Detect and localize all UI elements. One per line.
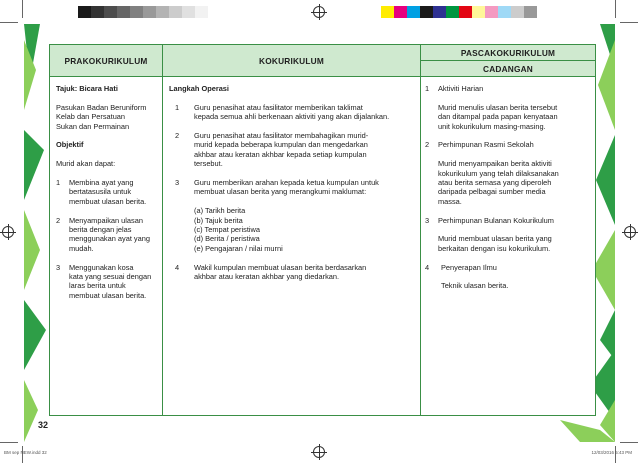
suggestion-title: Perhimpunan Bulanan Kokurikulum: [438, 215, 554, 225]
step-number: 3: [175, 178, 180, 188]
lesson-plan-table: [49, 44, 596, 416]
column-prakokurikulum: [50, 77, 163, 415]
suggestion-line: massa.: [438, 196, 462, 206]
suggestion-item: [425, 140, 589, 149]
header-kokurikulum: KOKURIKULUM: [163, 45, 421, 77]
item-number: 2: [56, 215, 61, 225]
info-item: (a) Tarikh berita: [194, 206, 246, 216]
item-line: membuat ulasan berita.: [69, 290, 147, 300]
item-line: menggunakan ayat yang: [69, 234, 150, 244]
step-line: kepada semua ahli berkenaan aktiviti yang akan dijalankan.: [194, 112, 390, 122]
step-line: akhbar atau keratan akhbar yang diedarkan.: [194, 272, 340, 282]
suggestion-line: Teknik ulasan berita.: [441, 281, 509, 291]
item-line: kata yang sesuai dengan: [69, 272, 152, 282]
suggestion-line: dan ditampal pada papan kenyataan: [438, 112, 558, 122]
item-line: Menyampaikan ulasan: [69, 215, 143, 225]
step-number: 2: [175, 131, 180, 140]
suggestion-title: Penyerapan Ilmu: [441, 262, 497, 272]
item-line: membuat ulasan berita.: [69, 196, 147, 206]
step-line: Guru penasihat atau fasilitator membahagikan murid-: [194, 131, 369, 140]
step-line: Guru penasihat atau fasilitator memberikan taklimat: [194, 102, 363, 112]
step-line: akhbar atau keratan akhbar kepada setiap kumpulan: [194, 149, 367, 159]
info-item: (b) Tajuk berita: [194, 215, 243, 225]
header-pascakokurikulum-group: [421, 45, 595, 77]
item-line: Membina ayat yang: [69, 178, 134, 187]
suggestion-line: Murid menyampaikan berita aktiviti: [438, 159, 552, 169]
item-line: mudah.: [69, 243, 94, 253]
suggestion-number: 1: [425, 84, 430, 93]
objective-item: [56, 216, 156, 225]
column-kokurikulum: [163, 77, 421, 415]
objective-item: [56, 178, 156, 187]
item-line: Menggunakan kosa: [69, 262, 134, 272]
header-pascakokurikulum: PASCAKOKURIKULUM: [421, 45, 595, 61]
info-item: (c) Tempat peristiwa: [194, 225, 260, 235]
suggestion-number: 2: [425, 140, 430, 150]
suggestion-line: unit kokurikulum masing-masing.: [438, 121, 546, 131]
step-item: [169, 178, 414, 187]
step-line: Guru memberikan arahan kepada ketua kumpulan untuk: [194, 178, 379, 188]
step-line: membuat ulasan berita yang merangkumi maklumat:: [194, 187, 367, 197]
item-line: bertatasusila untuk: [69, 187, 132, 197]
step-number: 1: [175, 102, 180, 112]
unit-line: Pasukan Badan Beruniform: [56, 102, 147, 112]
suggestion-line: Murid membuat ulasan berita yang: [438, 234, 552, 244]
item-line: laras berita untuk: [69, 281, 126, 291]
footer-file-info: BM sep NEW.indd 32: [4, 450, 47, 455]
suggestion-line: berkaitan dengan isu kokurikulum.: [438, 243, 551, 253]
step-line: Wakil kumpulan membuat ulasan berita berdasarkan: [194, 262, 367, 272]
step-number: 4: [175, 262, 180, 272]
step-item: [169, 263, 414, 272]
suggestion-number: 3: [425, 215, 430, 225]
column-pascakokurikulum: [421, 77, 595, 415]
objective-heading: Objektif: [56, 140, 84, 150]
suggestion-line: daripada pelbagai sumber media: [438, 187, 546, 197]
suggestion-title: Perhimpunan Rasmi Sekolah: [438, 140, 534, 150]
suggestion-number: 4: [425, 262, 430, 272]
suggestion-line: Murid menulis ulasan berita tersebut: [438, 102, 558, 112]
suggestion-item: [425, 263, 589, 272]
topic-title: Tajuk: Bicara Hati: [56, 84, 118, 93]
suggestion-title: Aktiviti Harian: [438, 84, 484, 93]
step-line: murid kepada beberapa kumpulan dan mengedarkan: [194, 140, 368, 150]
suggestion-line: kokurikulum yang telah dilaksanakan: [438, 168, 559, 178]
footer-timestamp: 12/03/2016 5:43 PM: [591, 450, 632, 455]
unit-line: Sukan dan Permainan: [56, 121, 130, 131]
item-line: berita dengan jelas: [69, 225, 132, 235]
item-number: 3: [56, 262, 61, 272]
header-prakokurikulum: PRAKOKURIKULUM: [50, 45, 163, 77]
page-number: 32: [38, 420, 49, 430]
objective-item: [56, 263, 156, 272]
suggestion-line: atau berita semasa yang diperoleh: [438, 178, 552, 188]
step-item: [169, 131, 414, 140]
objective-intro: Murid akan dapat:: [56, 159, 116, 169]
info-item: (e) Pengajaran / nilai murni: [194, 243, 283, 253]
info-item: (d) Berita / peristiwa: [194, 234, 260, 244]
header-cadangan: CADANGAN: [483, 63, 533, 74]
operation-steps-title: Langkah Operasi: [169, 84, 229, 93]
suggestion-item: [425, 216, 589, 225]
suggestion-item: [425, 84, 589, 93]
step-item: [169, 103, 414, 112]
item-number: 1: [56, 178, 61, 187]
unit-line: Kelab dan Persatuan: [56, 112, 126, 122]
step-line: tersebut.: [194, 159, 223, 169]
